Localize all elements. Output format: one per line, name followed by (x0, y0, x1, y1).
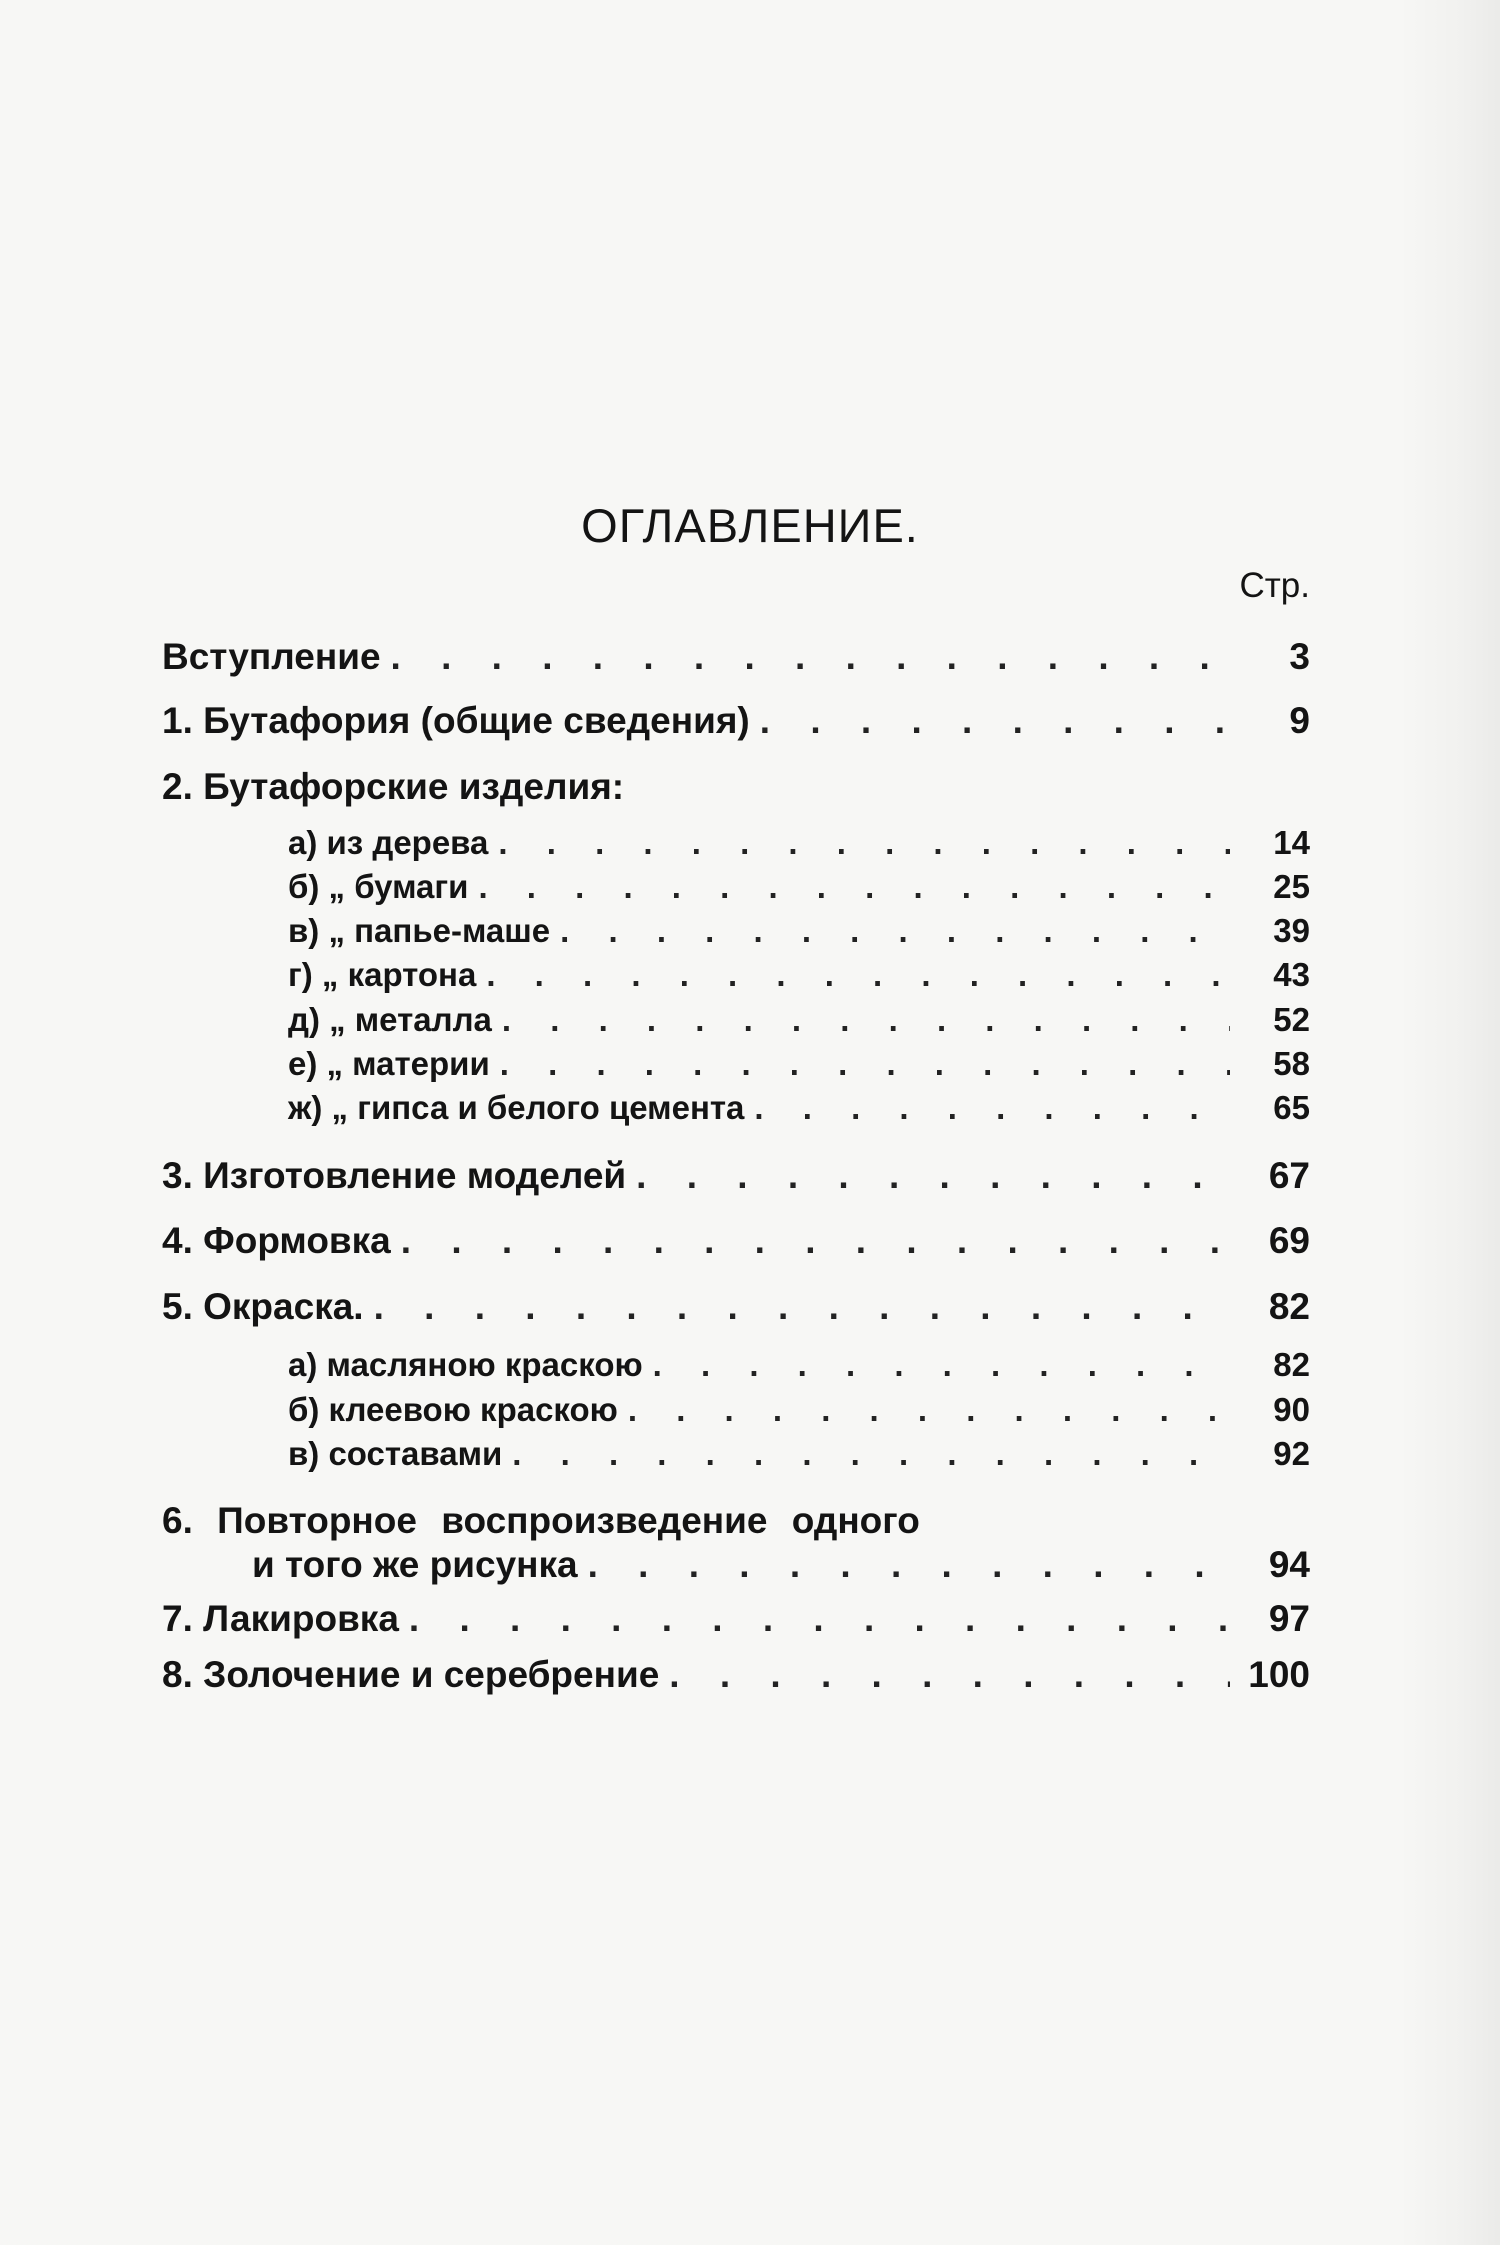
toc-entry-page: 92 (1273, 1435, 1310, 1472)
toc-entry-label: ж) „ гипса и белого цемента (288, 1089, 745, 1126)
toc-subentry-2g[interactable] (288, 956, 1310, 998)
toc-entry-label: б) „ бумаги (288, 868, 469, 905)
toc-entry-label: г) „ картона (288, 956, 477, 993)
dot-leader (669, 1654, 1230, 1696)
toc-entry-chapter-1[interactable] (162, 700, 1310, 748)
toc-entry-chapter-8[interactable] (162, 1654, 1310, 1702)
toc-entry-label: 7. Лакировка (162, 1598, 399, 1639)
toc-entry-label: в) составами (288, 1435, 503, 1472)
toc-entry-chapter-2[interactable]: 2. Бутафорские изделия: (162, 766, 625, 807)
toc-entry-label: д) „ металла (288, 1001, 492, 1038)
toc-entry-page: 52 (1273, 1001, 1310, 1038)
toc-subentry-5a[interactable] (288, 1346, 1310, 1388)
toc-entry-page: 65 (1273, 1089, 1310, 1126)
toc-subentry-5b[interactable] (288, 1391, 1310, 1433)
toc-entry-page: 90 (1273, 1391, 1310, 1428)
dot-leader (500, 1045, 1230, 1083)
toc-entry-page: 100 (1248, 1654, 1310, 1695)
toc-entry-label: а) из дерева (288, 824, 489, 861)
dot-leader (401, 1220, 1230, 1262)
toc-entry-label: 5. Окраска. (162, 1286, 364, 1327)
toc-subentry-2zh[interactable] (288, 1089, 1310, 1131)
dot-leader (502, 1001, 1230, 1039)
toc-subentry-2b[interactable] (288, 868, 1310, 910)
toc-entry-page: 25 (1273, 868, 1310, 905)
toc-entry-page: 67 (1268, 1155, 1310, 1196)
dot-leader (760, 700, 1230, 742)
toc-entry-introduction[interactable] (162, 636, 1310, 684)
toc-entry-label: а) масляною краскою (288, 1346, 643, 1383)
dot-leader (628, 1391, 1230, 1429)
toc-subentry-2d[interactable] (288, 1001, 1310, 1043)
toc-entry-chapter-6[interactable]: 6. Повторное воспроизведение одного (162, 1500, 920, 1541)
toc-entry-chapter-6-continued[interactable] (252, 1544, 1310, 1592)
toc-entry-page: 3 (1289, 636, 1310, 677)
toc-entry-label: в) „ папье-маше (288, 912, 551, 949)
toc-entry-chapter-3[interactable] (162, 1155, 1310, 1203)
toc-subentry-2e[interactable] (288, 1045, 1310, 1087)
page-edge-shadow (1398, 0, 1500, 2245)
toc-entry-chapter-4[interactable] (162, 1220, 1310, 1268)
toc-entry-label: Вступление (162, 636, 381, 677)
toc-entry-label: б) клеевою краскою (288, 1391, 618, 1428)
toc-entry-page: 14 (1273, 824, 1310, 861)
dot-leader (498, 824, 1230, 862)
toc-entry-label: е) „ материи (288, 1045, 490, 1082)
toc-entry-label: 8. Золочение и серебрение (162, 1654, 660, 1695)
toc-entry-label: 4. Формовка (162, 1220, 391, 1261)
dot-leader (374, 1286, 1230, 1328)
toc-entry-page: 43 (1273, 956, 1310, 993)
toc-entry-page: 39 (1273, 912, 1310, 949)
toc-entry-page: 58 (1273, 1045, 1310, 1082)
page-column-header: Стр. (1239, 566, 1310, 605)
toc-entry-page: 82 (1273, 1346, 1310, 1383)
toc-entry-page: 94 (1268, 1544, 1310, 1585)
toc-entry-page: 9 (1289, 700, 1310, 741)
dot-leader (512, 1435, 1230, 1473)
toc-subentry-2v[interactable] (288, 912, 1310, 954)
toc-entry-label: и того же рисунка (252, 1544, 578, 1585)
dot-leader (588, 1544, 1230, 1586)
dot-leader (754, 1089, 1230, 1127)
dot-leader (653, 1346, 1230, 1384)
dot-leader (409, 1598, 1230, 1640)
toc-subentry-5v[interactable] (288, 1435, 1310, 1477)
dot-leader (560, 912, 1230, 950)
dot-leader (391, 636, 1230, 678)
toc-entry-label: 3. Изготовление моделей (162, 1155, 627, 1196)
dot-leader (486, 956, 1230, 994)
dot-leader (478, 868, 1230, 906)
page-title: ОГЛАВЛЕНИЕ. (581, 499, 919, 552)
toc-entry-chapter-5[interactable] (162, 1286, 1310, 1334)
toc-entry-chapter-7[interactable] (162, 1598, 1310, 1646)
dot-leader (636, 1155, 1230, 1197)
toc-entry-page: 97 (1268, 1598, 1310, 1639)
toc-entry-page: 69 (1268, 1220, 1310, 1261)
toc-entry-label: 1. Бутафория (общие сведения) (162, 700, 750, 741)
toc-subentry-2a[interactable] (288, 824, 1310, 866)
toc-entry-page: 82 (1268, 1286, 1310, 1327)
